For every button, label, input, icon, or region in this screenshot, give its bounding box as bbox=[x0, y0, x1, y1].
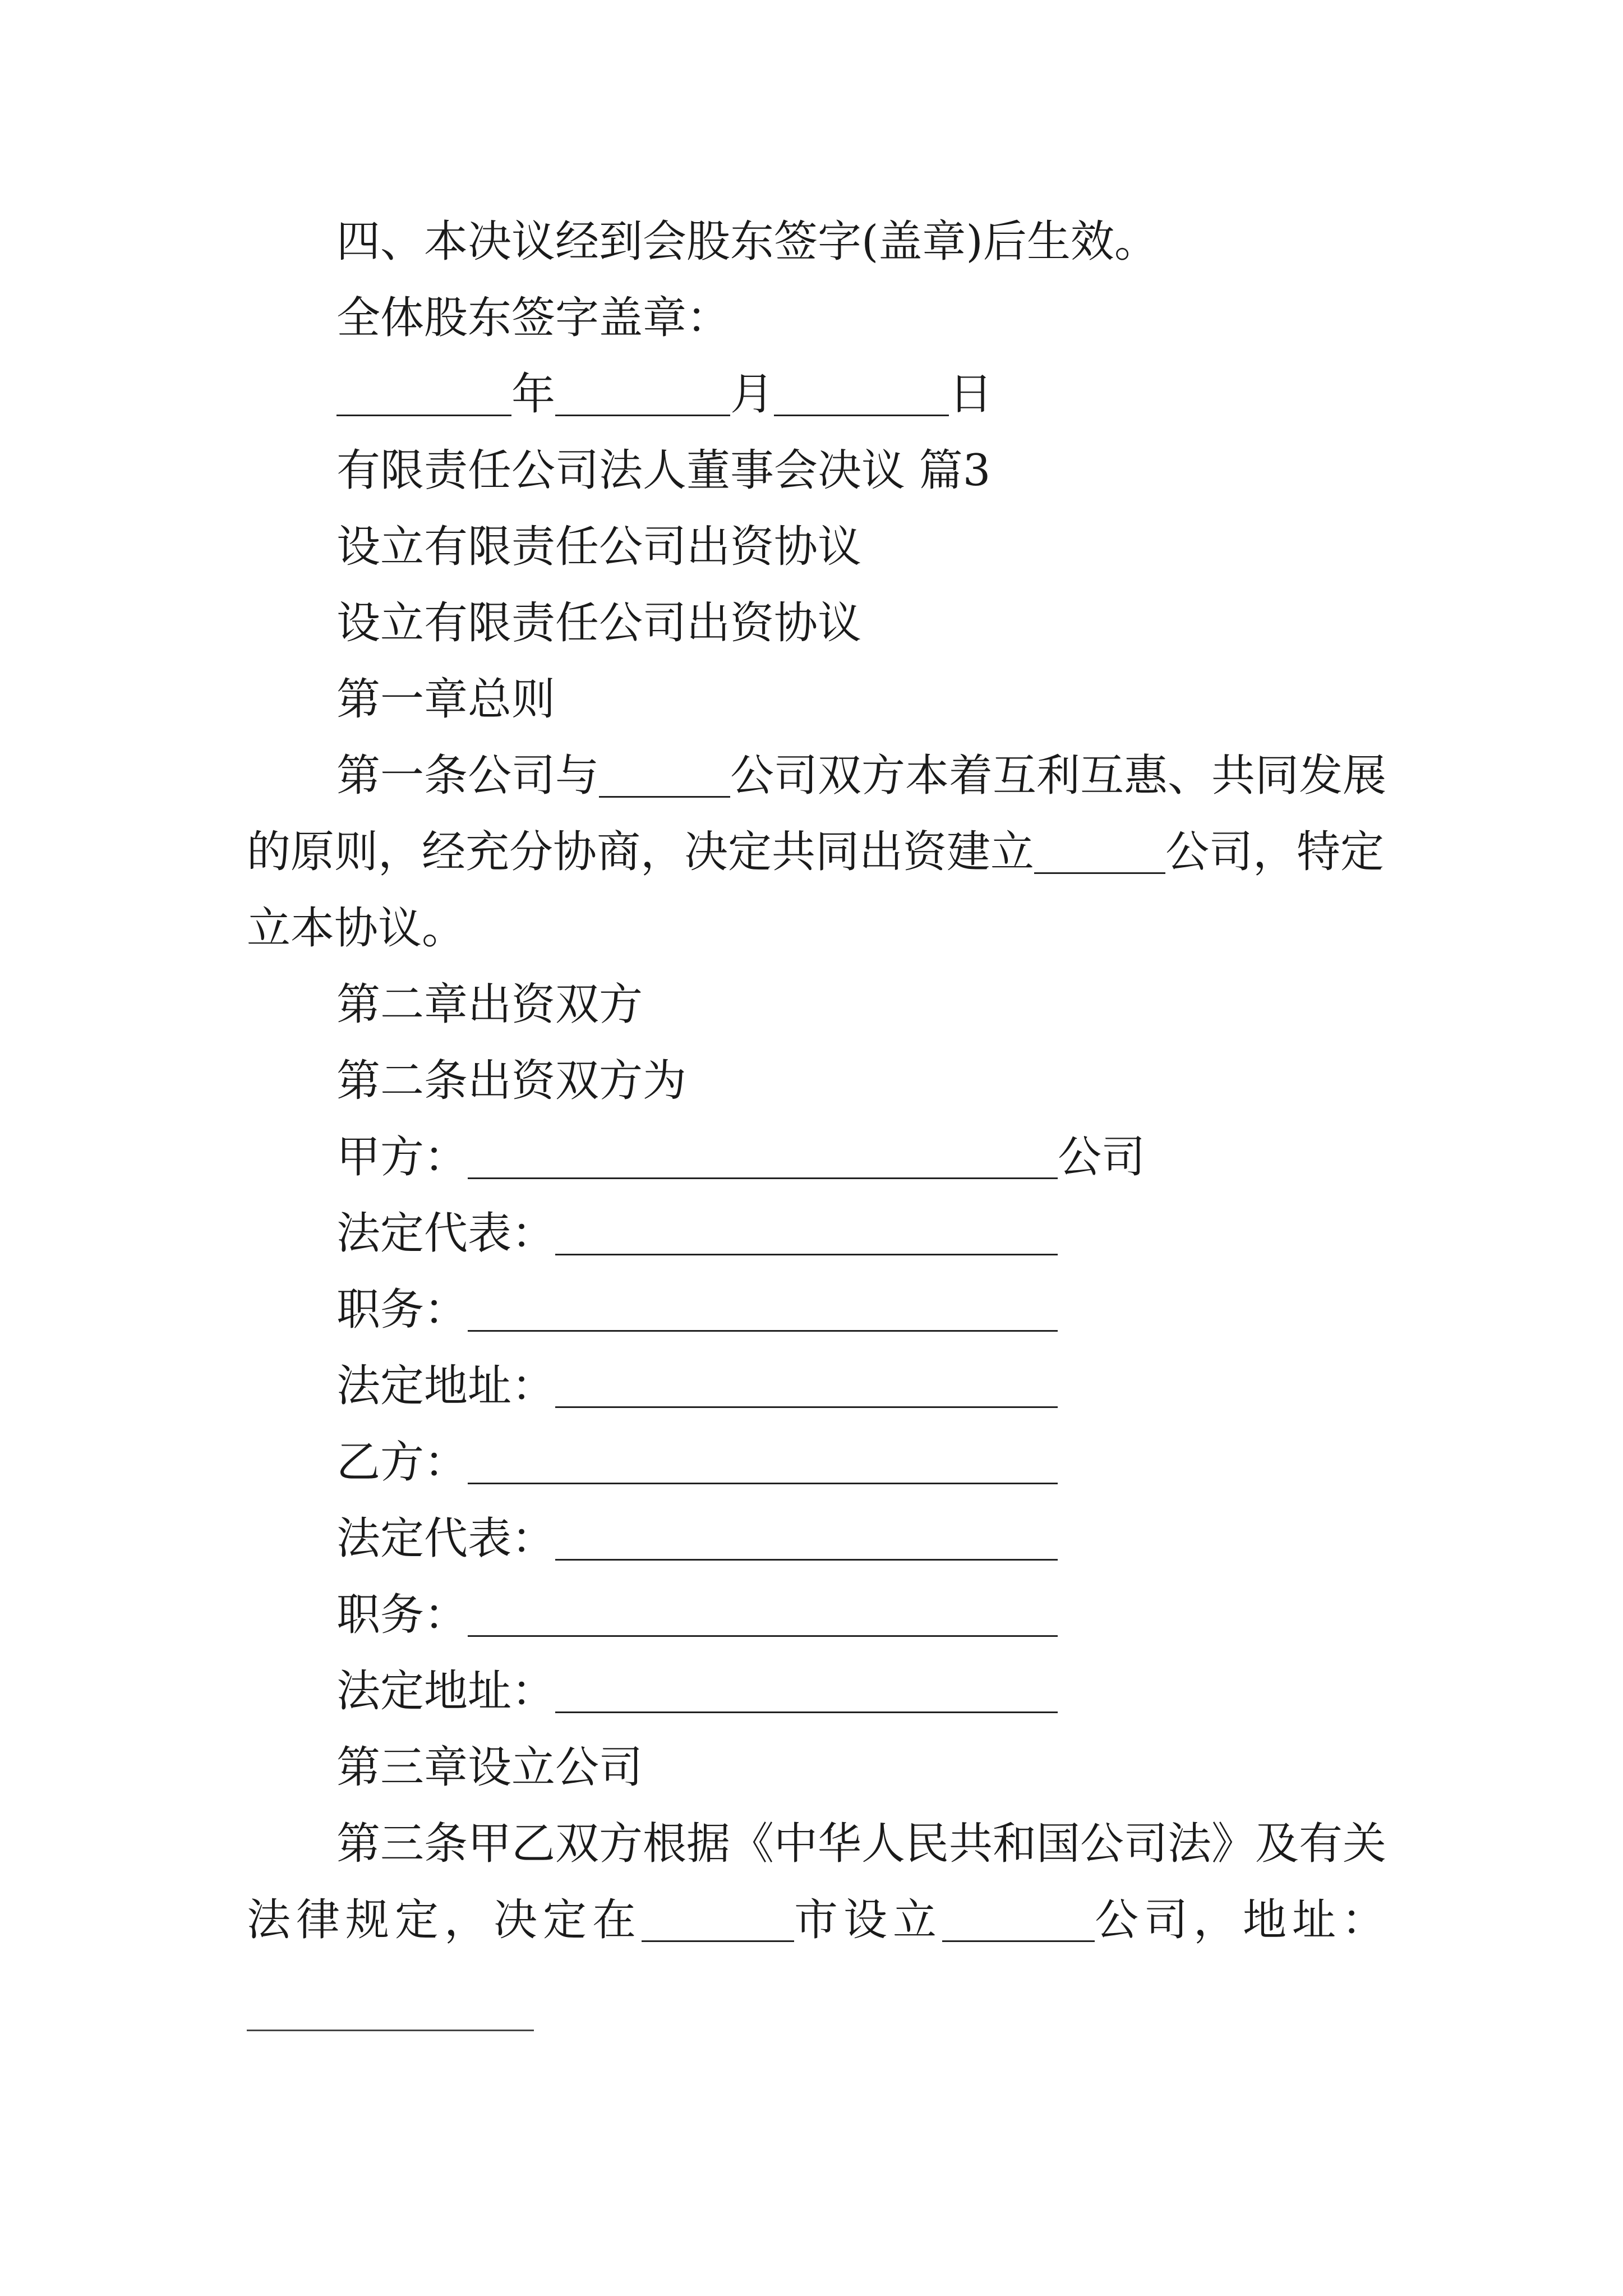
party-b-representative-line bbox=[336, 1513, 1058, 1564]
party-a-position-blank bbox=[468, 1291, 1058, 1332]
party-a-address-blank bbox=[555, 1367, 1058, 1408]
party-b-blank bbox=[468, 1443, 1058, 1484]
clause-four: 四、本决议经到会股东签字(盖章)后生效。 bbox=[336, 217, 1158, 267]
party-b-label: 乙方： bbox=[336, 1437, 468, 1488]
shareholder-signature-label: 全体股东签字盖章： bbox=[336, 293, 731, 343]
article-one-part-d: 公司，特定 bbox=[1165, 827, 1385, 877]
party-b-position-line bbox=[336, 1590, 1058, 1640]
article-three-part-c: 公司，地址： bbox=[1095, 1895, 1391, 1945]
party-a-position-line bbox=[336, 1285, 1058, 1335]
party-b-address-line bbox=[336, 1666, 1058, 1717]
party-b-position-label: 职务： bbox=[336, 1590, 468, 1640]
chapter-three-heading: 第三章设立公司 bbox=[336, 1742, 643, 1793]
party-a-representative-blank bbox=[555, 1214, 1058, 1255]
month-label: 月 bbox=[730, 369, 774, 420]
party-a-label: 甲方： bbox=[336, 1132, 468, 1182]
month-blank bbox=[555, 375, 730, 416]
party-b-address-label: 法定地址： bbox=[336, 1666, 556, 1717]
article-two-heading: 第二条出资双方为 bbox=[336, 1056, 687, 1106]
footnote-separator bbox=[247, 2030, 534, 2031]
agreement-title-repeat: 设立有限责任公司出资协议 bbox=[336, 598, 862, 648]
city-blank bbox=[642, 1901, 794, 1942]
party-a-position-label: 职务： bbox=[336, 1285, 468, 1335]
party-a-representative-line bbox=[336, 1208, 1058, 1259]
party-b-representative-label: 法定代表： bbox=[336, 1513, 556, 1564]
article-one-line-3: 立本协议。 bbox=[247, 903, 466, 954]
party-a-representative-label: 法定代表： bbox=[336, 1208, 556, 1259]
party-a-suffix: 公司 bbox=[1058, 1132, 1146, 1182]
date-line bbox=[336, 369, 993, 420]
article-one-part-c: 的原则，经充分协商，决定共同出资建立 bbox=[247, 827, 1035, 877]
party-a-blank bbox=[468, 1138, 1058, 1179]
article-three-part-a: 法律规定，决定在 bbox=[247, 1895, 642, 1945]
party-b-representative-blank bbox=[555, 1520, 1058, 1561]
article-one-line-2 bbox=[247, 827, 1385, 877]
company-blank bbox=[599, 757, 730, 798]
article-one-part-a: 第一条公司与 bbox=[336, 751, 600, 801]
article-three-line-1: 第三条甲乙双方根据《中华人民共和国公司法》及有关 bbox=[336, 1819, 1387, 1869]
party-a-line bbox=[336, 1132, 1146, 1182]
article-three-line-2 bbox=[247, 1895, 1391, 1945]
article-one-line-1 bbox=[336, 751, 1387, 801]
party-b-line bbox=[336, 1437, 1058, 1488]
year-blank bbox=[336, 375, 511, 416]
chapter-one-heading: 第一章总则 bbox=[336, 674, 556, 725]
section-heading: 有限责任公司法人董事会决议 篇3 bbox=[336, 445, 991, 496]
party-a-address-line bbox=[336, 1361, 1058, 1411]
article-one-part-b: 公司双方本着互利互惠、共同发展 bbox=[730, 751, 1387, 801]
agreement-title: 设立有限责任公司出资协议 bbox=[336, 522, 862, 572]
article-three-part-b: 市设立 bbox=[794, 1895, 943, 1945]
party-a-address-label: 法定地址： bbox=[336, 1361, 556, 1411]
company-name-blank bbox=[942, 1901, 1095, 1942]
new-company-blank bbox=[1034, 833, 1165, 874]
year-label: 年 bbox=[511, 369, 556, 420]
party-b-position-blank bbox=[468, 1596, 1058, 1637]
party-b-address-blank bbox=[555, 1672, 1058, 1713]
chapter-two-heading: 第二章出资双方 bbox=[336, 979, 643, 1030]
day-label: 日 bbox=[949, 369, 993, 420]
day-blank bbox=[774, 375, 949, 416]
